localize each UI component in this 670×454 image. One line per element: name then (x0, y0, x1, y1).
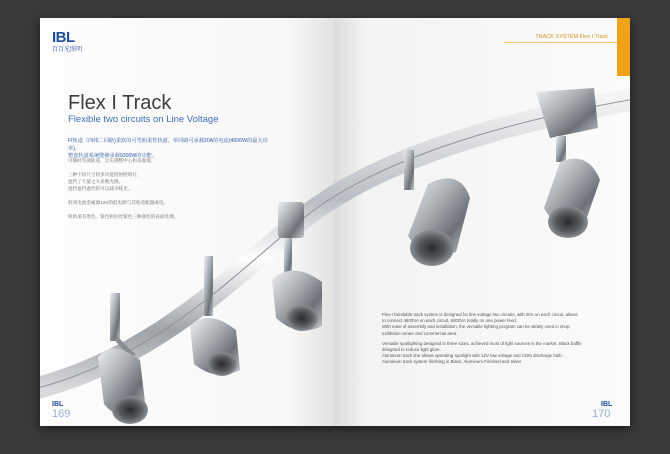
paragraph-line: 三种不同尺寸的多功能投射照明灯， (68, 172, 142, 177)
page-number: 169 (52, 408, 71, 420)
paragraph-line: 遮挡遮挡遮挡的可以减少眩光。 (68, 185, 133, 191)
english-line: Flex-I bendable track system is designed for line-voltage two circuits, with 20A on each circuit, allows (382, 312, 578, 317)
section-tab (617, 18, 630, 76)
page-number: 170 (592, 408, 611, 420)
english-line: to connect 4600VA on each circuit, 9200VA totally on one power feed. (382, 318, 518, 324)
english-line: Aluminum track line allows operating spotlight with 12V low voltage and CDM discharge bulb. (382, 353, 563, 359)
left-page (40, 18, 334, 426)
description-paragraph (68, 200, 268, 207)
logo-name: 百百光照明 (52, 47, 83, 53)
brand-logo (52, 30, 82, 54)
description-paragraph (68, 214, 268, 221)
english-line: With ease of assembly and installation, the versatile lighting program can be widely used in shop, (382, 324, 571, 330)
brochure-spread (40, 18, 630, 426)
page-brand-label: IBL (601, 401, 613, 408)
intro-line: 整套轨道系统能够承载9200W的功能。 (68, 153, 158, 159)
paragraph-line: 射轨道有黑色、银色和拉丝银色三种颜色的表面处理。 (68, 214, 179, 219)
right-page (334, 18, 630, 426)
paragraph-line: 可随时弯曲轨道，以实满整中心和美观观。 (68, 158, 156, 163)
english-line: Aluminum track system finishing in Black, Aluminum Finished and Silver (382, 359, 522, 365)
english-description (382, 312, 592, 366)
section-header: TRACK SYSTEM Flex I Track (535, 34, 608, 40)
intro-line: FI轨道（四线二回路)柔软的可弯曲柔性轨道，单回路可承载20A的电流(4600W的最大功率)， (68, 138, 268, 152)
description-paragraph (68, 158, 268, 165)
paragraph-line: 遮挡了大量之大多数光源， (68, 178, 124, 184)
page-title: Flex I Track (68, 92, 172, 114)
english-line: designed to reduce light glare. (382, 347, 441, 353)
paragraph-line: 射到电面金属源12V的低电源与其他适配器或电。 (68, 200, 169, 205)
english-line: Versatile spotlighting designed in three sizes, achieved most of light sources in the market. Black baffle (382, 340, 582, 346)
page-subtitle: Flexible two circuits on Line Voltage (68, 114, 219, 125)
logo-mark: IBL (52, 29, 75, 46)
page-brand-label: IBL (52, 401, 64, 408)
english-line: exhibition center and commercial area. (382, 330, 458, 336)
header-rule (504, 42, 617, 43)
description-paragraph (68, 172, 268, 192)
